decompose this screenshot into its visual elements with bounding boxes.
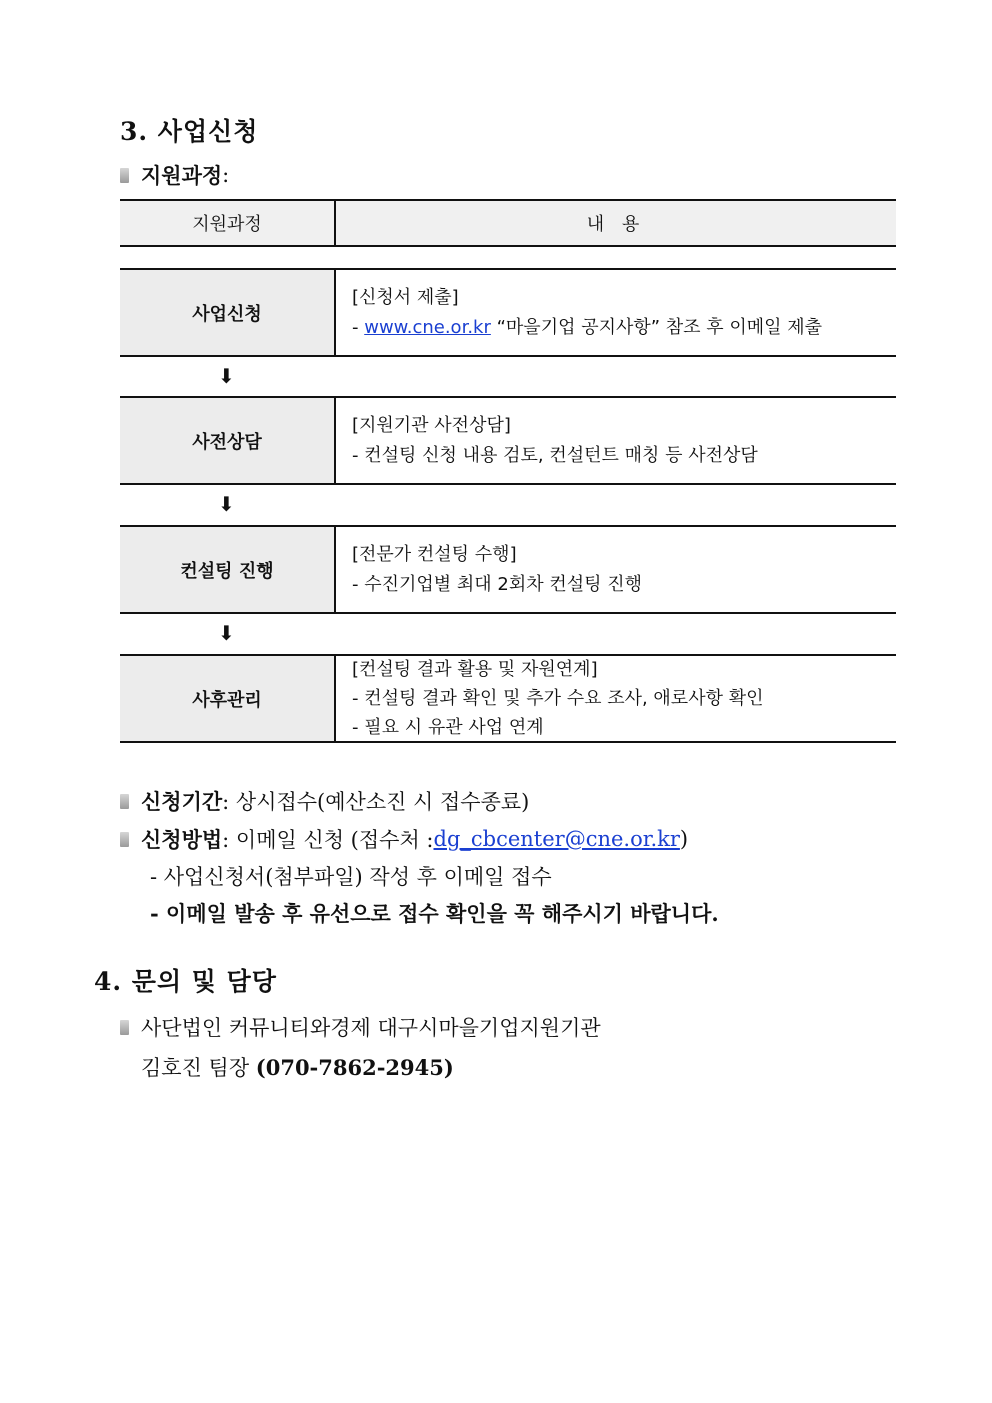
org-name: 사단법인 커뮤니티와경제 대구시마을기업지원기관 [141, 1016, 601, 1040]
contact-phone: (070-7862-2945) [255, 1055, 454, 1080]
step-heading: [신청서 제출] [352, 286, 459, 308]
contact-line [141, 1052, 454, 1082]
website-link[interactable]: www.cne.or.kr [364, 316, 491, 338]
org-line [120, 1012, 601, 1042]
step-name: 사후관리 [120, 656, 336, 741]
bullet-square-icon [120, 832, 129, 847]
step-name: 컨설팅 진행 [120, 527, 336, 612]
method-sub-2: - 이메일 발송 후 유선으로 접수 확인을 꼭 해주시기 바랍니다. [150, 901, 719, 926]
step-line: - 수진기업별 최대 2회차 컨설팅 진행 [352, 573, 642, 595]
step-name: 사업신청 [120, 270, 336, 355]
table-header-col1: 지원과정 [120, 201, 336, 245]
step-content [336, 527, 896, 612]
step-heading: [지원기관 사전상담] [352, 414, 511, 436]
period-text: : 상시접수(예산소진 시 접수종료) [222, 790, 530, 814]
section3-title: 3. 사업신청 [120, 117, 259, 146]
method-sub-1: - 사업신청서(첨부파일) 작성 후 이메일 접수 [150, 865, 552, 889]
method-text: : 이메일 신청 (접수처 : [222, 828, 434, 852]
down-arrow-icon: ⬇ [218, 492, 235, 516]
step-row-apply [120, 268, 896, 357]
step-heading: [전문가 컨설팅 수행] [352, 543, 517, 565]
process-line [120, 160, 229, 190]
down-arrow-icon: ⬇ [218, 364, 235, 388]
step-row-followup [120, 654, 896, 743]
step-row-progress [120, 525, 896, 614]
bullet-square-icon [120, 794, 129, 809]
step-content [336, 656, 896, 741]
method-line [120, 824, 688, 854]
table-header-col2: 내 용 [336, 201, 896, 245]
step-content [336, 398, 896, 483]
step-line-prefix: - [352, 316, 365, 338]
process-label: 지원과정 [141, 163, 223, 188]
step-line: - 필요 시 유관 사업 연계 [352, 717, 544, 738]
step-content [336, 270, 896, 355]
section4-title: 4. 문의 및 담당 [94, 967, 277, 996]
step-heading: [컨설팅 결과 활용 및 자원연계] [352, 659, 598, 680]
down-arrow-icon: ⬇ [218, 621, 235, 645]
step-line: - 컨설팅 결과 확인 및 추가 수요 조사, 애로사항 확인 [352, 688, 764, 709]
bullet-square-icon [120, 1020, 129, 1035]
method-label: 신청방법 [141, 827, 223, 852]
period-line [120, 786, 529, 816]
process-suffix: : [222, 163, 230, 187]
contact-name: 김호진 팀장 [141, 1056, 256, 1080]
table-header [120, 199, 896, 247]
email-link[interactable]: dg_cbcenter@cne.or.kr [433, 827, 680, 851]
period-label: 신청기간 [141, 789, 223, 814]
step-line-rest: “마을기업 공지사항” 참조 후 이메일 제출 [490, 316, 823, 338]
step-row-consult [120, 396, 896, 485]
step-name: 사전상담 [120, 398, 336, 483]
step-line [352, 313, 896, 343]
step-line: - 컨설팅 신청 내용 검토, 컨설턴트 매칭 등 사전상담 [352, 444, 758, 466]
method-close: ) [679, 827, 689, 851]
bullet-square-icon [120, 168, 129, 183]
